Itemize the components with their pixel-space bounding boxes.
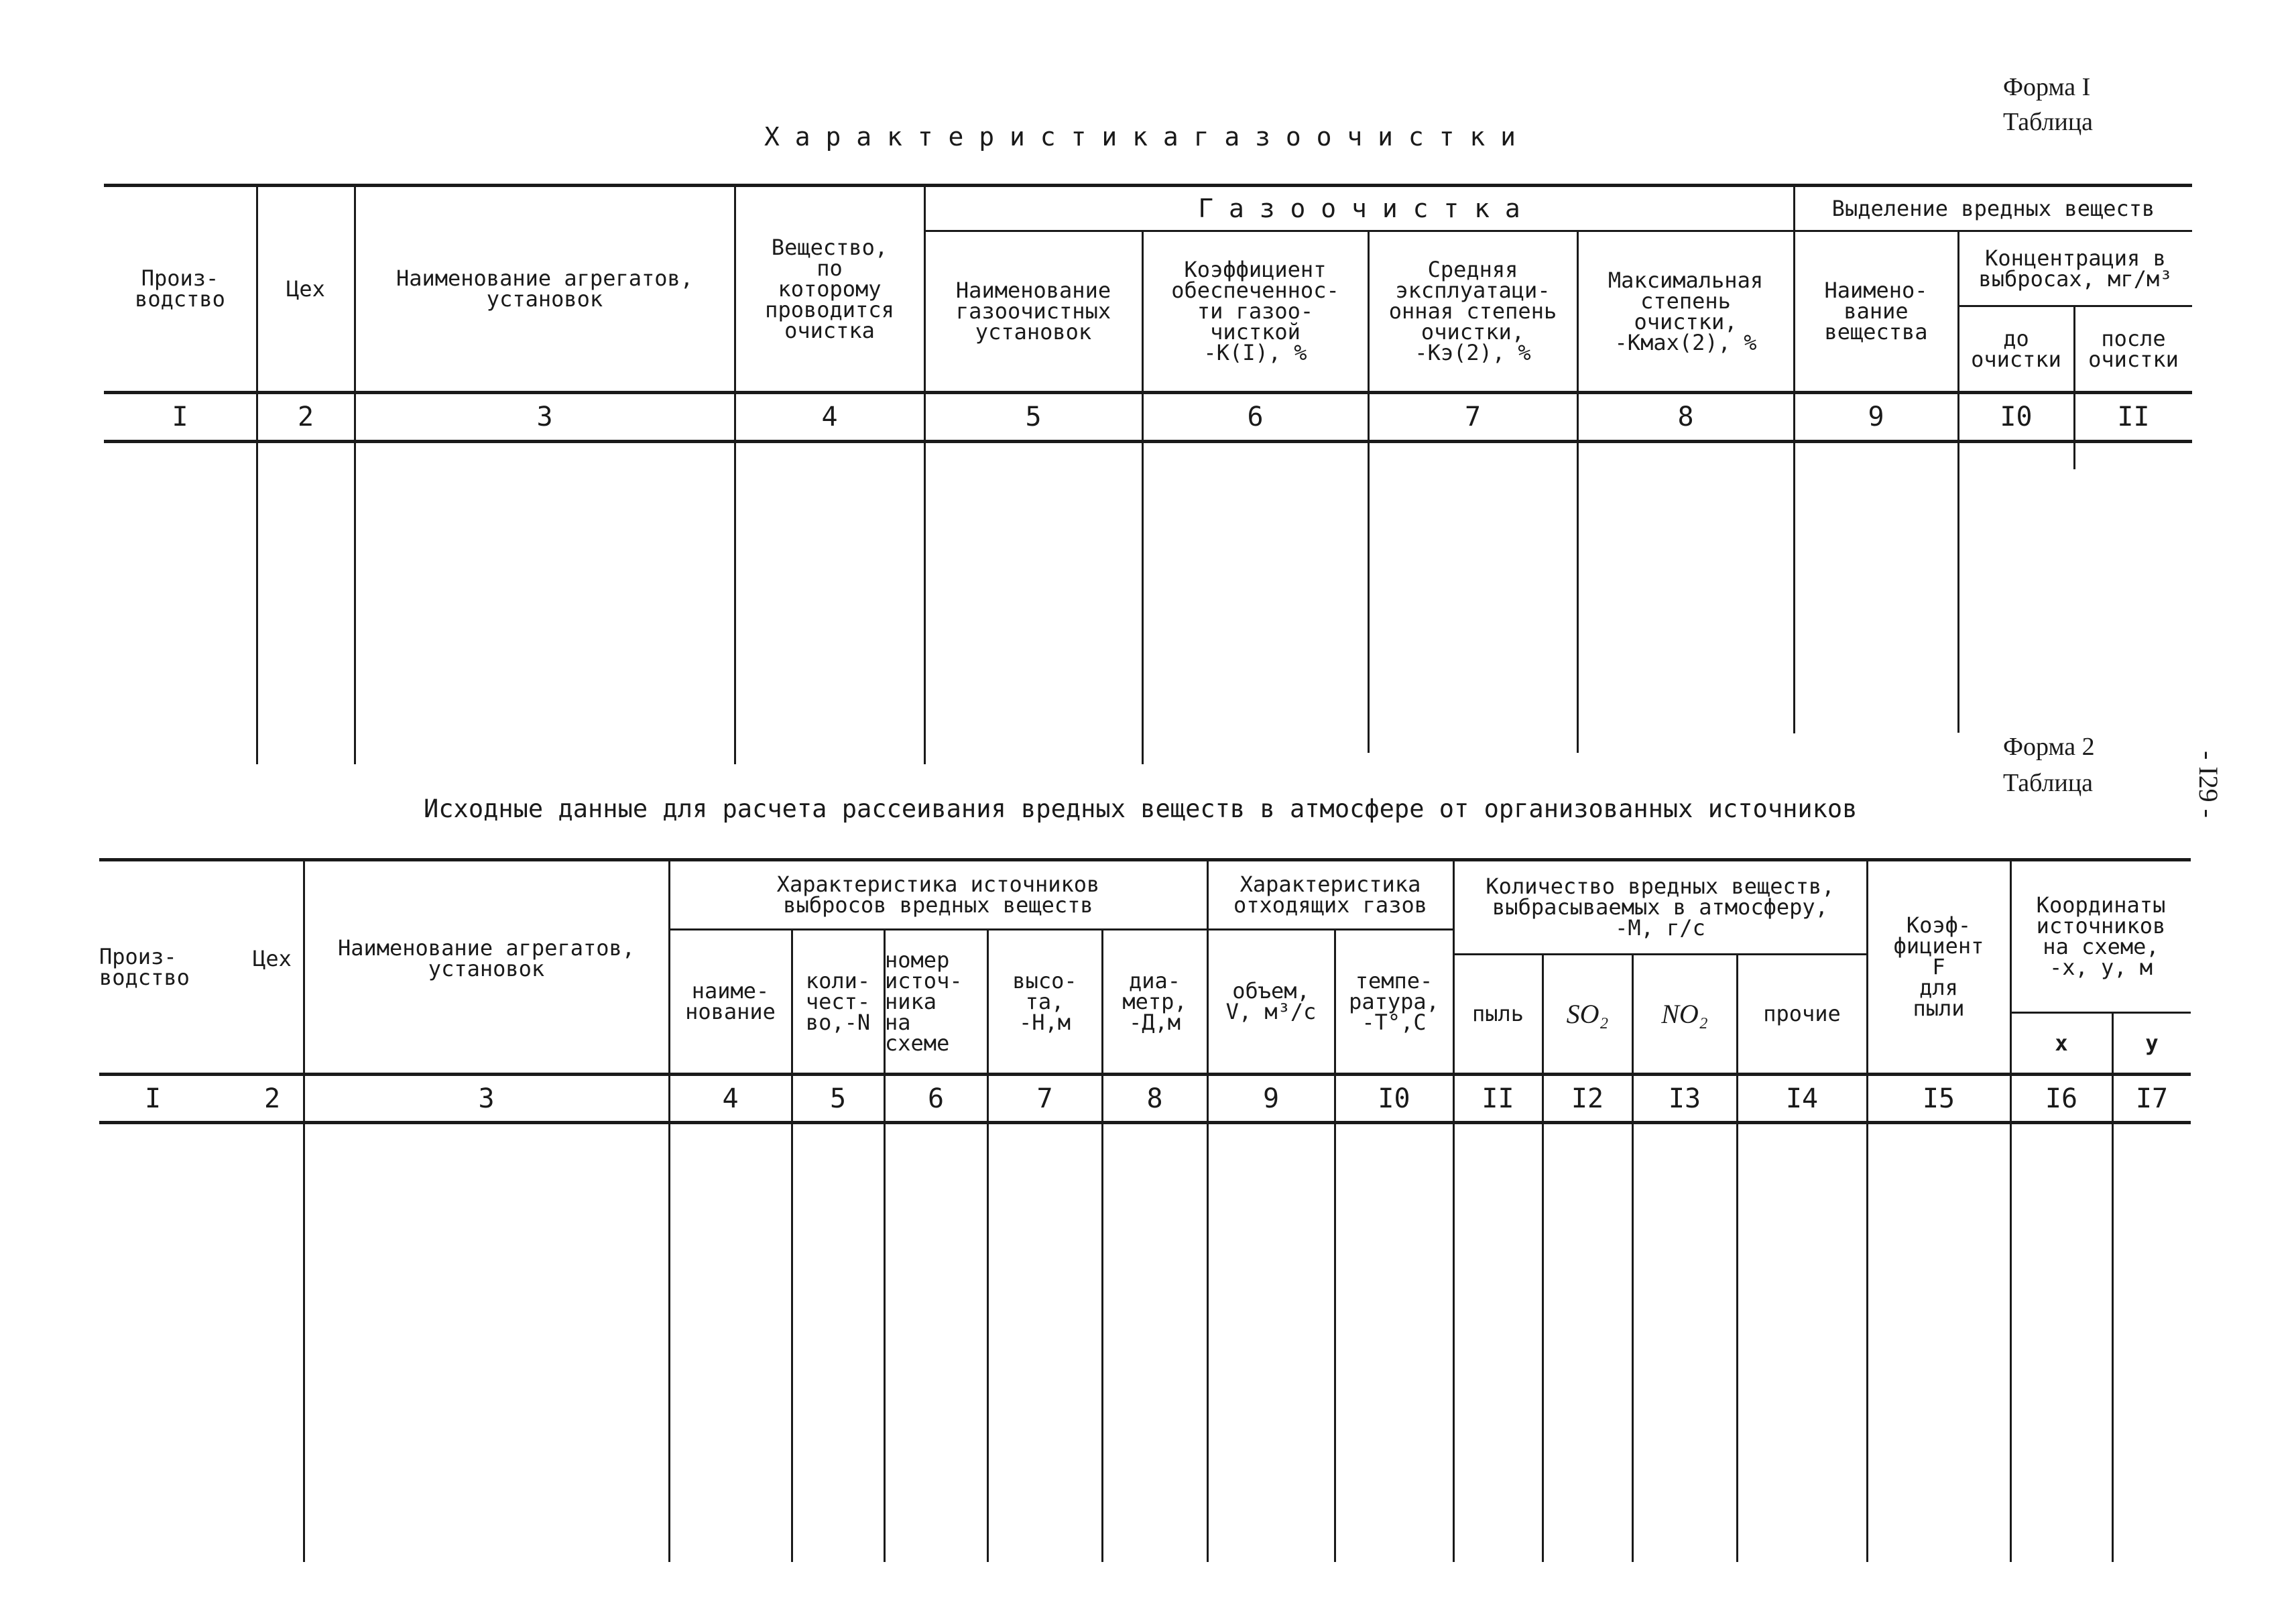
- page-number: - I29 -: [2193, 751, 2224, 818]
- form2-col-number: 6: [927, 1083, 945, 1114]
- form2-col-number: I4: [1785, 1083, 1819, 1114]
- form1-col-number: I0: [2000, 402, 2033, 432]
- form1-group-gas-cleaning: Г а з о о ч и с т к а: [1198, 193, 1520, 223]
- form2-col-number: 8: [1146, 1083, 1163, 1114]
- form2-title: Исходные данные для расчета рассеивания вредных веществ в атмосфере от организованных источников: [424, 794, 1858, 823]
- form2-header-diameter: диа- метр, -Д,м: [1122, 967, 1187, 1035]
- form2-header-y: у: [2145, 1030, 2159, 1056]
- form2-header-height: высо- та, -H,м: [1012, 967, 1077, 1035]
- form1-group-emission: Выделение вредных веществ: [1831, 195, 2155, 221]
- form1-header-coefficient: Коэффициент обеспеченнос- ти газоо- чисткой -K(I), %: [1171, 257, 1339, 365]
- form2-col-number: I5: [1922, 1083, 1955, 1114]
- form2-col-number: 7: [1036, 1083, 1053, 1114]
- form2-col-number: I: [144, 1083, 162, 1114]
- form1-header-avg-degree: Средняя эксплуатаци- онная степень очистки, -Kэ(2), %: [1388, 257, 1557, 365]
- form1-header-shop: Цех: [286, 276, 325, 302]
- form2-header-temperature: темпе- ратура, -T°,C: [1349, 967, 1439, 1035]
- form2-label: Форма 2: [2003, 733, 2095, 761]
- form1-col-number: II: [2117, 402, 2150, 432]
- form2-header-source-name: наиме- нование: [685, 978, 776, 1024]
- form2-header-x: x: [2055, 1030, 2068, 1056]
- form2-col-number: 9: [1262, 1083, 1280, 1114]
- form1-numbers-bottom-rule: [104, 440, 2192, 443]
- form1-header-max-degree: Максимальная степень очистки, -Kмах(2), %: [1608, 267, 1764, 355]
- form1-col-number: 6: [1247, 402, 1264, 432]
- form2-col-number: I0: [1378, 1083, 1410, 1114]
- form1-col-number: 8: [1677, 402, 1694, 432]
- form1-col-divider: [1957, 230, 1959, 733]
- form2-header-so2: SO₂: [1566, 999, 1609, 1029]
- form2-col-number: II: [1482, 1083, 1514, 1114]
- form1-label: Форма I: [2003, 73, 2091, 101]
- form1-col-number: I: [172, 402, 188, 432]
- form1-col-number: 4: [821, 402, 838, 432]
- form2-header-other: прочие: [1763, 1001, 1841, 1026]
- form1-header-substance: Вещество, по которому проводится очистка: [765, 234, 894, 343]
- form1-group-concentration: Концентрация в выбросах, мг/м³: [1978, 245, 2173, 292]
- form2-table-label: Таблица: [2003, 769, 2094, 797]
- form1-col-number: 5: [1025, 402, 1042, 432]
- form2-group-gases: Характеристика отходящих газов: [1233, 871, 1427, 918]
- form1-table-label: Таблица: [2003, 108, 2094, 136]
- form1-col-number: 2: [297, 402, 314, 432]
- form1-header-substance-name: Наимено- вание вещества: [1824, 278, 1928, 345]
- form2-header-quantity: коли- чест- во,-N: [805, 967, 871, 1035]
- form2-header-no2: NO₂: [1661, 999, 1708, 1029]
- form1-col-number: 7: [1464, 402, 1482, 432]
- form1-col-number: 9: [1868, 402, 1884, 432]
- form2-col-number: 5: [829, 1083, 847, 1114]
- form1-col-number: 3: [536, 402, 553, 432]
- form1-header-units: Наименование агрегатов, установок: [396, 265, 694, 312]
- form2-col-number: I7: [2135, 1083, 2169, 1114]
- form2-col-number: I3: [1668, 1083, 1701, 1114]
- form2-header-coef-f: Коэф- фициент F для пыли: [1893, 912, 1984, 1021]
- form1-header-production: Произ- водство: [135, 265, 225, 312]
- form2-col-number: 4: [722, 1083, 739, 1114]
- form1-header-gas-units-name: Наименование газоочистных установок: [955, 278, 1111, 345]
- form1-header-after-cleaning: после очистки: [2088, 325, 2179, 372]
- form2-group-sources: Характеристика источников выбросов вредных веществ: [776, 871, 1100, 918]
- form2-col-number: I6: [2045, 1083, 2078, 1114]
- form2-group-coords: Координаты источников на схеме, -x, у, м: [2036, 892, 2166, 980]
- form2-group-amount: Количество вредных веществ, выбрасываемых в атмосферу, -M, г/с: [1486, 874, 1835, 941]
- form2-header-shop: Цех: [253, 945, 292, 971]
- form2-col-number: 3: [478, 1083, 495, 1114]
- form2-col-number: I2: [1571, 1083, 1604, 1114]
- form2-header-units: Наименование агрегатов, установок: [337, 935, 636, 981]
- form2-header-dust: пыль: [1471, 1001, 1524, 1026]
- form2-col-number: 2: [263, 1083, 281, 1114]
- form2-header-volume: объем, V, м³/с: [1225, 978, 1317, 1024]
- form1-header-before-cleaning: до очистки: [1971, 325, 2061, 372]
- form2-numbers-bottom-rule: [99, 1121, 2191, 1124]
- form2-header-source-number: номер источ- ника на схеме: [885, 947, 963, 1056]
- form2-header-production: Произ- водство: [99, 943, 190, 990]
- form1-title: Х а р а к т е р и с т и к а г а з о о ч и с т к и: [764, 122, 1516, 152]
